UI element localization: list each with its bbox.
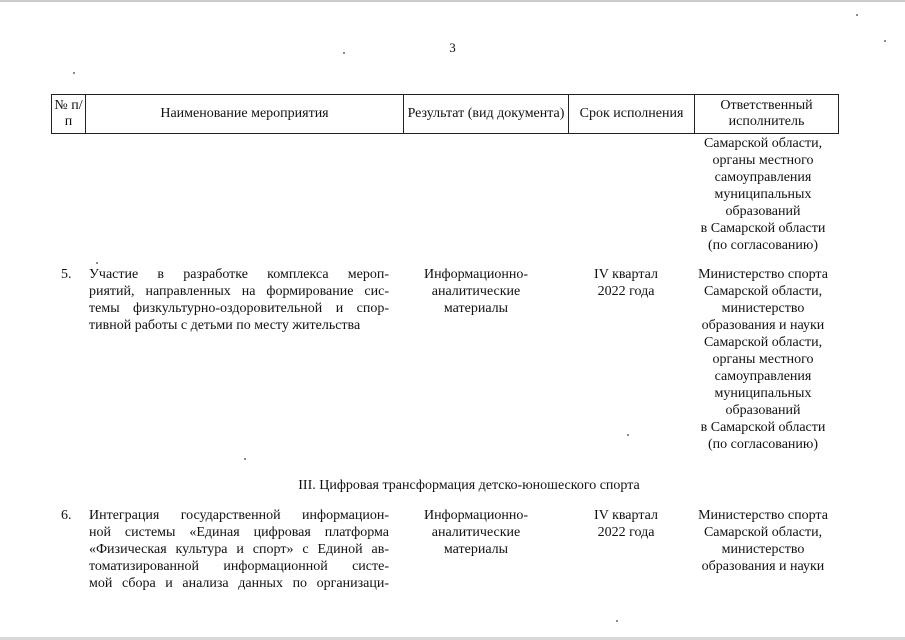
row-executor	[683, 266, 843, 453]
header-executor: Ответственный исполнитель	[720, 98, 813, 129]
text-line: образований	[725, 204, 801, 219]
text-line: муниципальных	[714, 386, 812, 401]
header-result: Результат (вид документа)	[404, 95, 569, 133]
text-line: министерство	[721, 542, 805, 557]
text-line: органы местного	[712, 352, 814, 367]
row-number: 5.	[61, 267, 72, 282]
section-heading: III. Цифровая трансформация детско-юношеского спорта	[298, 478, 640, 493]
text-line: «Физическая культура и спорт» с Единой ав-	[89, 542, 389, 557]
row-result	[401, 266, 551, 317]
scan-speck	[616, 620, 618, 622]
text-line: образования и науки	[701, 559, 825, 574]
text-line: темы физкультурно-оздоровительной и спор-	[89, 301, 389, 316]
table-header	[51, 94, 839, 134]
text-line: тивной работы с детьми по месту жительства	[89, 318, 361, 333]
text-line: самоуправления	[714, 170, 812, 185]
text-line: 2022 года	[597, 525, 655, 540]
text-line: материалы	[443, 542, 509, 557]
text-line: Самарской области,	[703, 136, 823, 151]
text-line: (по согласованию)	[707, 437, 819, 452]
text-line: материалы	[443, 301, 509, 316]
text-line: IV квартал	[594, 508, 658, 523]
text-line: Участие в разработке комплекса мероп-	[89, 267, 389, 282]
text-line: Министерство спорта	[698, 267, 828, 282]
row-number: 6.	[61, 508, 72, 523]
text-line: ной системы «Единая цифровая платформа	[89, 525, 389, 540]
row-name	[89, 507, 389, 592]
text-line: IV квартал	[594, 267, 658, 282]
row-term	[571, 266, 681, 300]
text-line: Информационно-	[423, 508, 529, 523]
text-line: Самарской области,	[703, 284, 823, 299]
row-result	[401, 507, 551, 558]
row-executor	[683, 507, 843, 575]
text-line: в Самарской области	[700, 221, 826, 236]
scan-speck	[884, 40, 886, 42]
header-num: № п/п	[52, 95, 86, 133]
text-line: томатизированной информационной систе-	[89, 559, 389, 574]
text-line: аналитические	[431, 525, 521, 540]
text-line: министерство	[721, 301, 805, 316]
header-term: Срок исполнения	[569, 95, 695, 133]
scan-speck	[244, 458, 246, 460]
row-name	[89, 266, 389, 334]
page-number: 3	[449, 40, 456, 55]
scan-speck	[96, 262, 98, 264]
text-line: (по согласованию)	[707, 238, 819, 253]
scan-edge-top	[0, 0, 905, 2]
text-line: аналитические	[431, 284, 521, 299]
scan-speck	[343, 52, 345, 54]
scan-speck	[856, 14, 858, 16]
text-line: Информационно-	[423, 267, 529, 282]
text-line: Самарской области,	[703, 525, 823, 540]
text-line: 2022 года	[597, 284, 655, 299]
text-line: мой сбора и анализа данных по организаци-	[89, 576, 389, 591]
text-line: муниципальных	[714, 187, 812, 202]
text-line: риятий, направленных на формирование сис-	[89, 284, 389, 299]
continued-executor	[683, 135, 843, 254]
scan-speck	[73, 72, 75, 74]
text-line: самоуправления	[714, 369, 812, 384]
text-line: органы местного	[712, 153, 814, 168]
text-line: Министерство спорта	[698, 508, 828, 523]
text-line: Интеграция государственной информацион-	[89, 508, 389, 523]
row-term	[571, 507, 681, 541]
header-name: Наименование мероприятия	[86, 95, 404, 133]
text-line: Самарской области,	[703, 335, 823, 350]
text-line: образования и науки	[701, 318, 825, 333]
scan-speck	[627, 434, 629, 436]
text-line: в Самарской области	[700, 420, 826, 435]
text-line: образований	[725, 403, 801, 418]
